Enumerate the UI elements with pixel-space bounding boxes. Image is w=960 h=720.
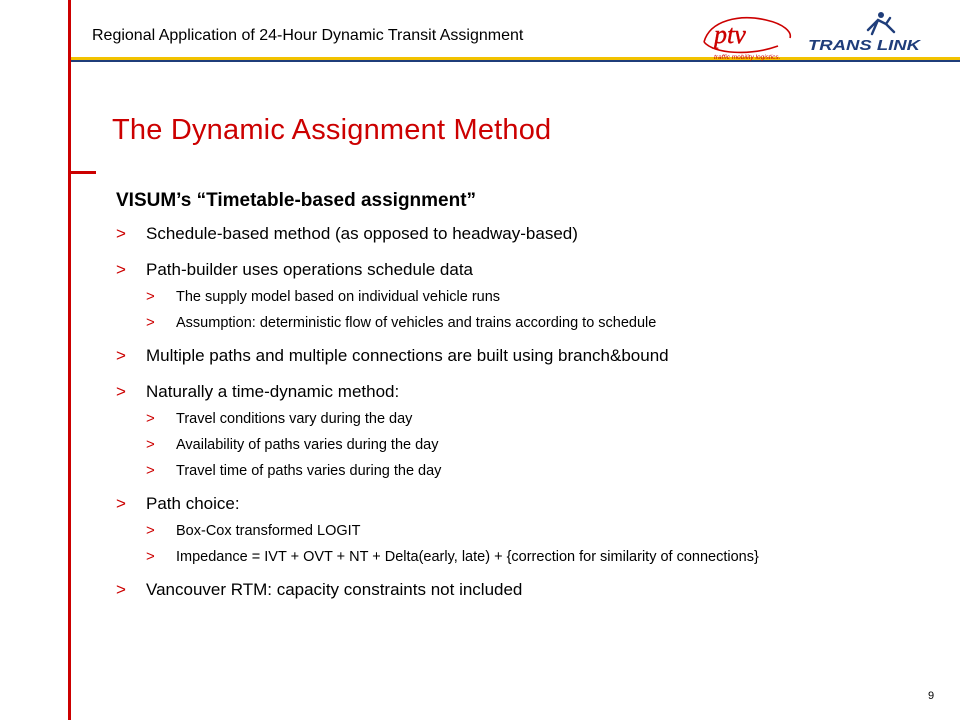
title-accent-tick	[68, 171, 96, 174]
left-accent-rule	[68, 0, 71, 720]
sub-bullet-text: Impedance = IVT + OVT + NT + Delta(early, late) + {correction for similarity of connections}	[176, 549, 759, 565]
sub-bullet-text: Travel conditions vary during the day	[176, 411, 413, 427]
bullet-marker-icon: >	[116, 260, 126, 279]
bullet-text: Path-builder uses operations schedule data	[146, 260, 473, 279]
sub-bullet-marker-icon: >	[146, 436, 155, 453]
header-rule-blue	[71, 60, 960, 62]
sub-bullet-item	[146, 315, 946, 332]
bullet-marker-icon: >	[116, 346, 126, 365]
slide-content	[116, 190, 946, 616]
bullet-marker-icon: >	[116, 382, 126, 401]
bullet-item	[116, 224, 946, 244]
bullet-text: Multiple paths and multiple connections are built using branch&bound	[146, 346, 669, 365]
bullet-item	[116, 382, 946, 480]
translink-figure-body	[868, 18, 894, 34]
ptv-logo-tagline: traffic mobility logistics.	[714, 54, 781, 61]
bullet-text: Vancouver RTM: capacity constraints not included	[146, 580, 523, 599]
sub-bullet-item	[146, 523, 946, 540]
bullet-text: Path choice:	[146, 494, 240, 513]
sub-bullet-list	[146, 523, 946, 566]
sub-bullet-marker-icon: >	[146, 462, 155, 479]
sub-bullet-list	[146, 411, 946, 480]
sub-bullet-text: Assumption: deterministic flow of vehicles and trains according to schedule	[176, 315, 657, 331]
bullet-text: Schedule-based method (as opposed to headway-based)	[146, 224, 578, 243]
bullet-text: Naturally a time-dynamic method:	[146, 382, 400, 401]
sub-bullet-item	[146, 463, 946, 480]
sub-bullet-marker-icon: >	[146, 410, 155, 427]
bullet-item	[116, 260, 946, 332]
sub-bullet-text: The supply model based on individual vehicle runs	[176, 289, 501, 305]
bullet-item	[116, 580, 946, 600]
header-title: Regional Application of 24-Hour Dynamic Transit Assignment	[92, 27, 524, 44]
sub-bullet-marker-icon: >	[146, 548, 155, 565]
ptv-logo	[700, 12, 796, 62]
section-heading: VISUM’s “Timetable-based assignment”	[116, 190, 477, 211]
sub-bullet-marker-icon: >	[146, 522, 155, 539]
sub-bullet-text: Box-Cox transformed LOGIT	[176, 523, 361, 539]
bullet-marker-icon: >	[116, 224, 126, 243]
translink-logo-text: TRANS LINK	[808, 37, 922, 54]
bullet-item	[116, 494, 946, 566]
bullet-list	[116, 224, 946, 600]
slide-title: The Dynamic Assignment Method	[112, 114, 552, 146]
sub-bullet-item	[146, 289, 946, 306]
bullet-marker-icon: >	[116, 494, 126, 513]
sub-bullet-item	[146, 549, 946, 566]
sub-bullet-marker-icon: >	[146, 288, 155, 305]
sub-bullet-item	[146, 411, 946, 428]
sub-bullet-text: Availability of paths varies during the day	[176, 437, 439, 453]
translink-figure-head	[878, 12, 884, 18]
bullet-marker-icon: >	[116, 580, 126, 599]
sub-bullet-marker-icon: >	[146, 314, 155, 331]
page-number: 9	[928, 690, 935, 702]
sub-bullet-text: Travel time of paths varies during the day	[176, 463, 442, 479]
sub-bullet-list	[146, 289, 946, 332]
ptv-logo-text: ptv	[714, 20, 746, 49]
sub-bullet-item	[146, 437, 946, 454]
translink-logo	[806, 10, 926, 54]
bullet-item	[116, 346, 946, 366]
